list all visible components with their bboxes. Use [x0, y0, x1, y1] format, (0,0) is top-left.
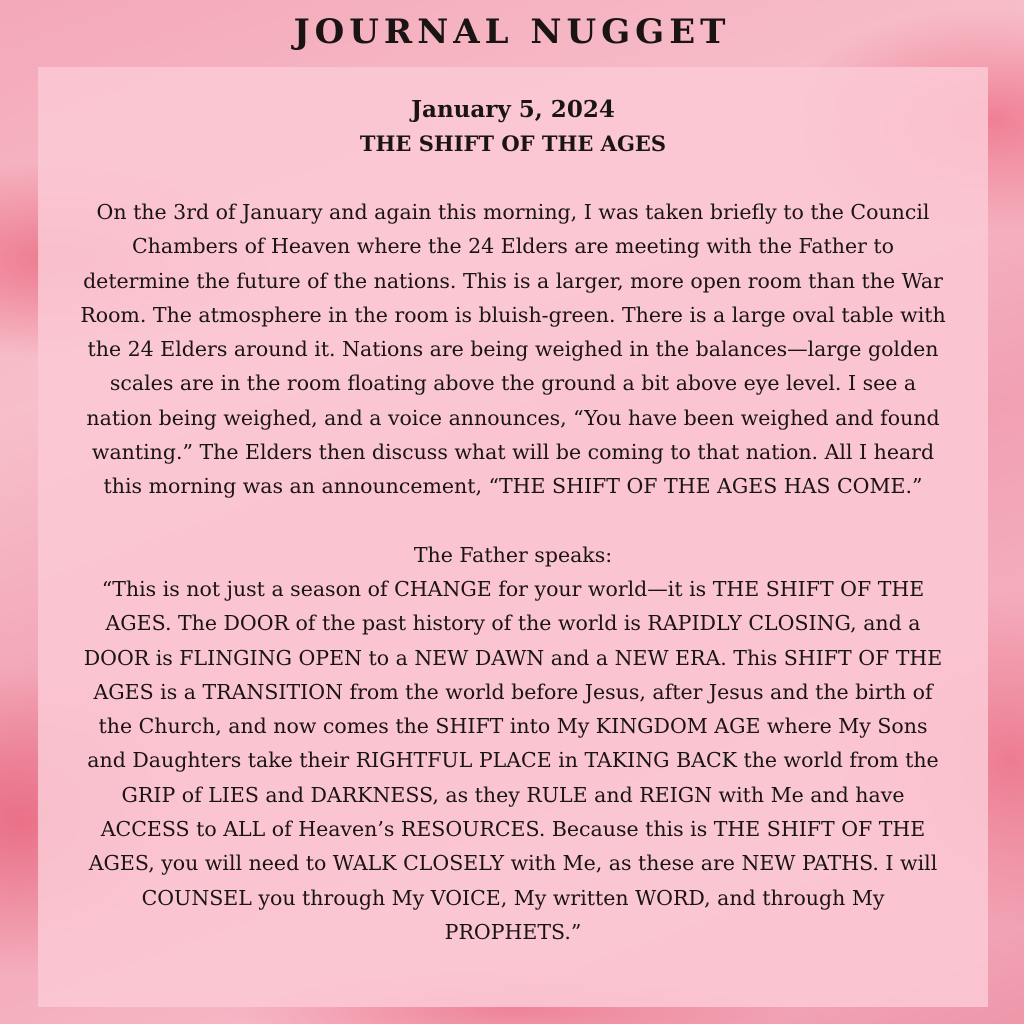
entry-subtitle: THE SHIFT OF THE AGES [359, 131, 667, 156]
journal-panel [38, 67, 988, 1007]
entry-paragraph-1: On the 3rd of January and again this morning, I was taken briefly to the Council Chambers of Heaven where the 24 Elders are meeting with the Father to determine the future of the nations. This is a larger, more open room than the War Room. The atmosphere in the room is bluish-green. There is a large oval table with the 24 Elders around it. Nations are being weighed in the balances—large golden scales are in the room floating above the ground a bit above eye level. I see a nation being weighed, and a voice announces, “You have been weighed and found wanting.” The Elders then discuss what will be coming to that nation. All I heard this morning was an announcement, “THE SHIFT OF THE AGES HAS COME.” [80, 200, 946, 499]
journal-entry [78, 93, 948, 949]
page-title: JOURNAL NUGGET [293, 12, 731, 52]
entry-date: January 5, 2024 [411, 96, 615, 123]
entry-paragraph-2: “This is not just a season of CHANGE for your world—it is THE SHIFT OF THE AGES. The DOOR of the past history of the world is RAPIDLY CLOSING, and a DOOR is FLINGING OPEN to a NEW DAWN and a NEW ERA. This SHIFT OF THE AGES is a TRANSITION from the world before Jesus, after Jesus and the birth of the Church, and now comes the SHIFT into My KINGDOM AGE where My Sons and Daughters take their RIGHTFUL PLACE in TAKING BACK the world from the GRIP of LIES and DARKNESS, as they RULE and REIGN with Me and have ACCESS to ALL of Heaven’s RESOURCES. Because this is THE SHIFT OF THE AGES, you will need to WALK CLOSELY with Me, as these are NEW PATHS. I will COUNSEL you through My VOICE, My written WORD, and through My PROPHETS.” [83, 576, 943, 944]
speaker-line: The Father speaks: [413, 542, 613, 567]
